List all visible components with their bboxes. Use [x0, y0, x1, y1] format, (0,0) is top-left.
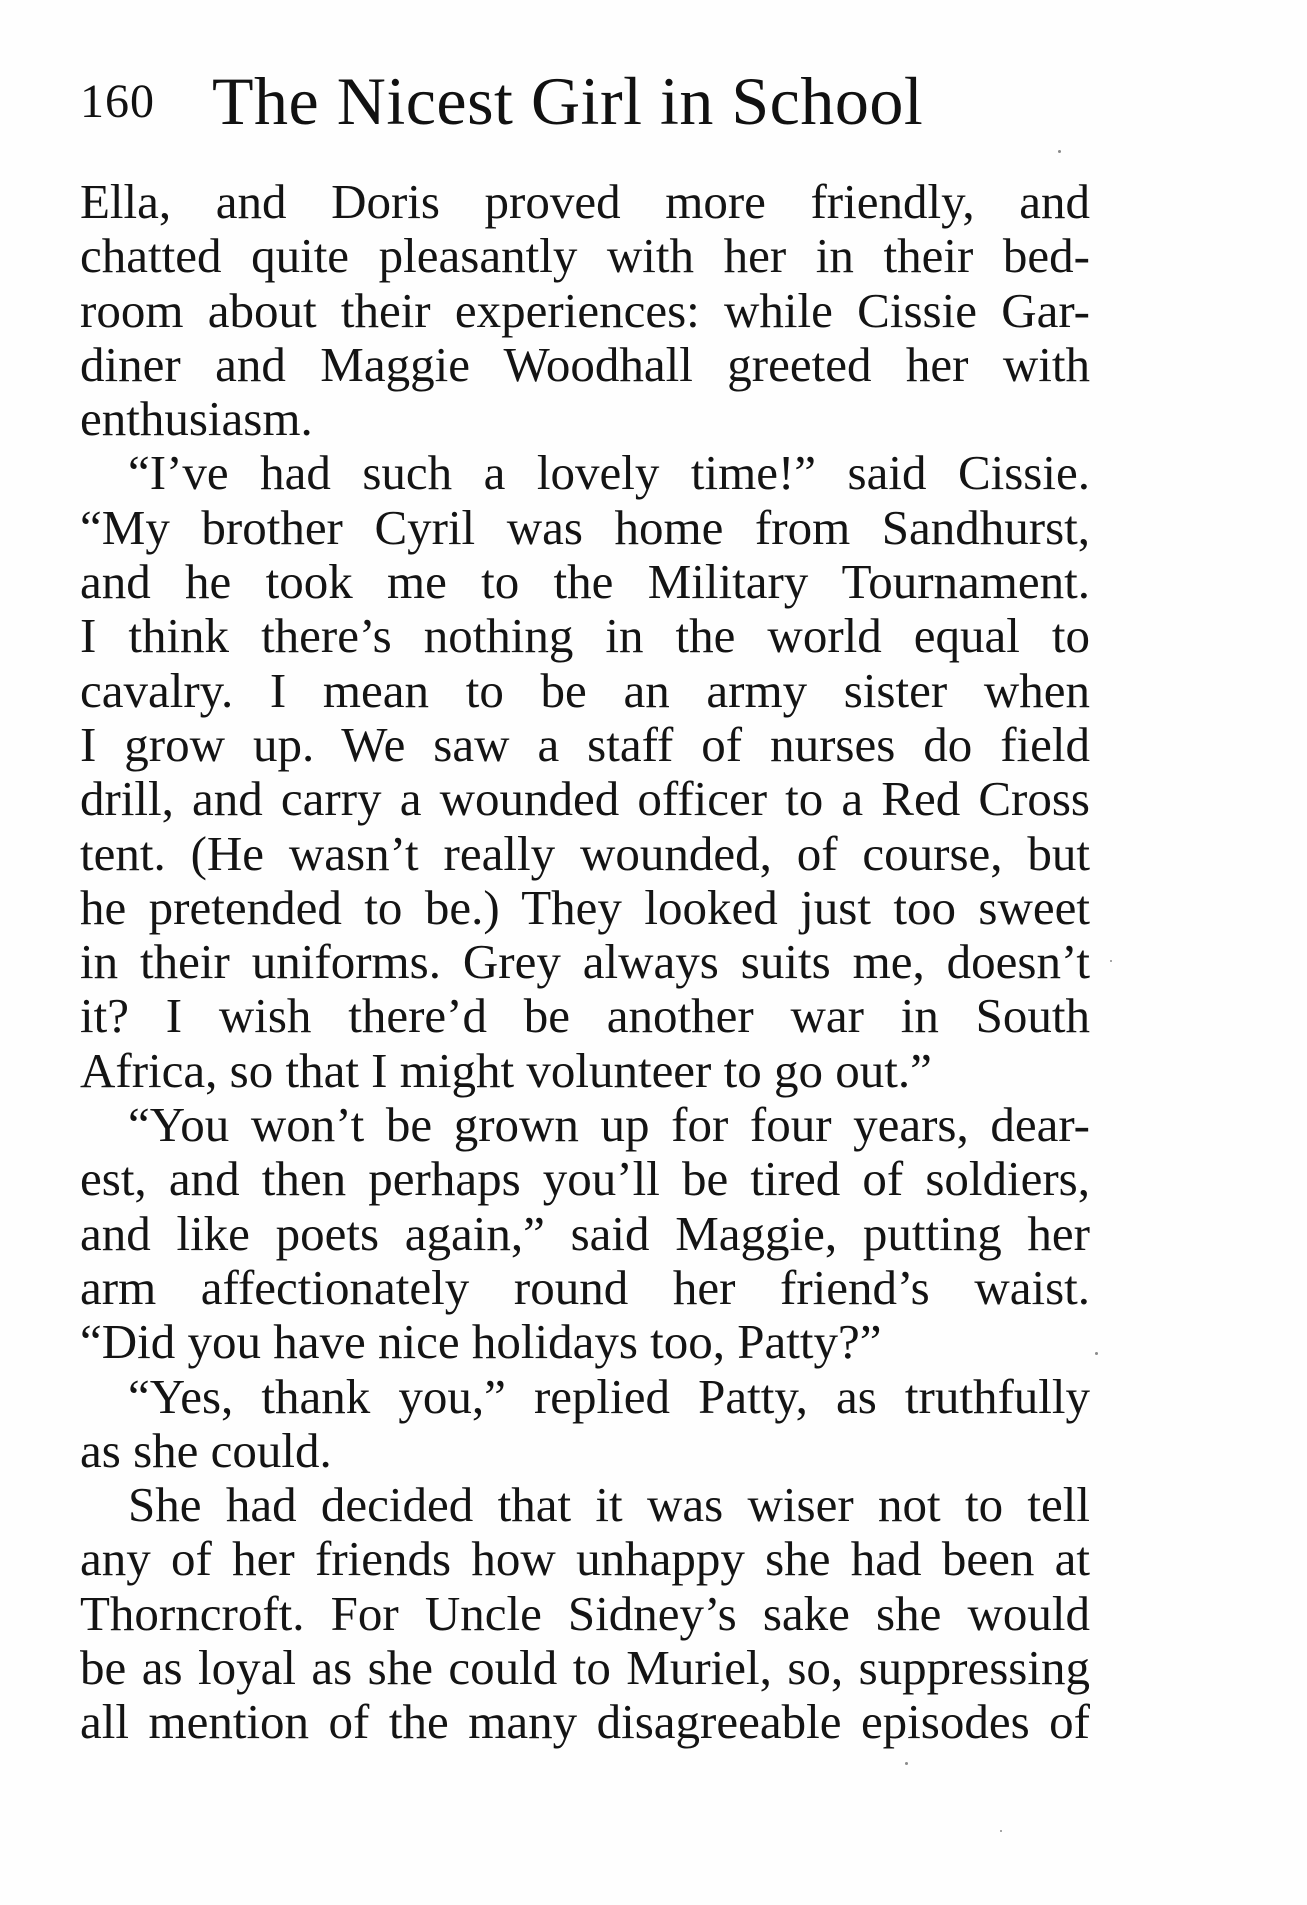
text-line: “Did you have nice holidays too, Patty?”	[80, 1314, 882, 1370]
text-line: arm affectionately round her friend’s waist.	[80, 1259, 1090, 1315]
text-line: cavalry. I mean to be an army sister when	[80, 662, 1090, 718]
page-number: 160	[80, 75, 155, 128]
text-line: and like poets again,” said Maggie, putting her	[80, 1205, 1090, 1261]
text-line: Thorncroft. For Uncle Sidney’s sake she would	[80, 1585, 1090, 1641]
text-line: I grow up. We saw a staff of nurses do field	[80, 716, 1090, 772]
print-speck	[1095, 1352, 1098, 1355]
text-line: She had decided that it was wiser not to tell	[128, 1477, 1090, 1533]
text-line: enthusiasm.	[80, 391, 313, 447]
text-line: tent. (He wasn’t really wounded, of course, but	[80, 825, 1090, 881]
print-speck	[1058, 150, 1061, 153]
text-line: in their uniforms. Grey always suits me, doesn’t	[80, 934, 1090, 990]
text-line: “I’ve had such a lovely time!” said Cissie.	[128, 445, 1090, 501]
print-speck	[1110, 960, 1112, 962]
text-line: “You won’t be grown up for four years, dear-	[128, 1097, 1090, 1153]
text-line: he pretended to be.) They looked just too sweet	[80, 879, 1090, 935]
print-speck	[905, 1762, 908, 1765]
text-line: as she could.	[80, 1422, 332, 1478]
text-line: it? I wish there’d be another war in South	[80, 988, 1090, 1044]
text-line: all mention of the many disagreeable episodes of	[80, 1694, 1090, 1750]
text-line: Africa, so that I might volunteer to go out.”	[80, 1042, 932, 1098]
text-line: “Yes, thank you,” replied Patty, as truthfully	[128, 1368, 1090, 1424]
text-line: I think there’s nothing in the world equal to	[80, 608, 1090, 664]
text-line: any of her friends how unhappy she had been at	[80, 1531, 1090, 1587]
body-text	[80, 175, 1090, 1750]
text-line: room about their experiences: while Cissie Gar-	[80, 282, 1090, 338]
text-line: be as loyal as she could to Muriel, so, suppressing	[80, 1640, 1090, 1696]
text-line: chatted quite pleasantly with her in their bed-	[80, 228, 1090, 284]
book-title: The Nicest Girl in School	[212, 63, 924, 139]
text-line: est, and then perhaps you’ll be tired of soldiers,	[80, 1151, 1090, 1207]
text-line: diner and Maggie Woodhall greeted her with	[80, 336, 1090, 392]
text-line: drill, and carry a wounded officer to a Red Cross	[80, 771, 1090, 827]
print-speck	[1000, 1830, 1002, 1832]
text-line: Ella, and Doris proved more friendly, and	[80, 174, 1090, 229]
text-line: and he took me to the Military Tournament.	[80, 554, 1090, 610]
running-head	[80, 62, 1090, 142]
text-line: “My brother Cyril was home from Sandhurst,	[80, 499, 1090, 555]
